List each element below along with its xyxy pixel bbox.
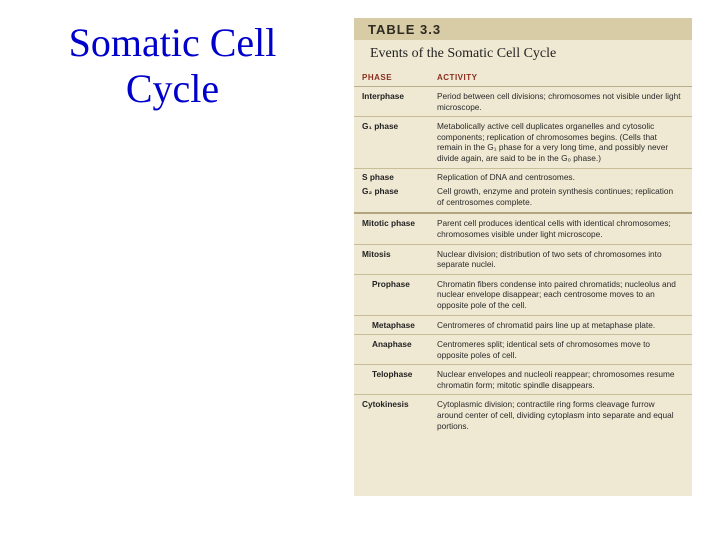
slide-title-line-1: Somatic Cell	[68, 20, 277, 65]
row-phase: Anaphase	[372, 339, 412, 350]
table-row	[354, 334, 692, 360]
table-image	[354, 18, 692, 496]
row-activity: Nuclear envelopes and nucleoli reappear; chromosomes resume chromatin form; mitotic spindle disappears.	[437, 369, 675, 390]
row-activity: Metabolically active cell duplicates organelles and cytosolic components; replication of chromosomes begins. (Cells that remain in the G₁ phase for a very long time, and possibly never divide again, are said to be in the G₀ phase.)	[437, 121, 669, 163]
row-phase: G₂ phase	[362, 186, 399, 197]
table-row	[354, 186, 692, 207]
table-row	[354, 212, 692, 239]
row-activity: Replication of DNA and centrosomes.	[437, 171, 575, 182]
table-heading: Events of the Somatic Cell Cycle	[370, 46, 557, 61]
row-activity: Nuclear division; distribution of two sets of chromosomes into separate nuclei.	[437, 248, 662, 270]
row-activity: Parent cell produces identical cells with identical chromosomes; chromosomes visible under light microscope.	[437, 218, 671, 239]
table-column-header	[354, 68, 692, 87]
table-row	[354, 315, 692, 331]
row-phase: Mitotic phase	[362, 218, 416, 229]
row-phase: Interphase	[362, 91, 404, 101]
row-activity: Cytoplasmic division; contractile ring forms cleavage furrow around center of cell, dividing cytoplasm into separate and equal portions.	[437, 399, 674, 431]
row-activity: Centromeres split; identical sets of chromosomes move to opposite poles of cell.	[437, 339, 651, 360]
table-row	[354, 244, 692, 270]
row-phase: S phase	[362, 171, 394, 182]
table-row	[354, 91, 692, 112]
table-label: TABLE 3.3	[354, 18, 692, 40]
row-phase: Prophase	[372, 278, 410, 289]
column-phase-header: PHASE	[362, 72, 393, 82]
row-activity: Cell growth, enzyme and protein synthesis continues; replication of centrosomes complete.	[437, 186, 674, 207]
row-activity: Centromeres of chromatid pairs line up at metaphase plate.	[437, 319, 656, 330]
row-phase: Mitosis	[362, 248, 391, 259]
row-phase: Cytokinesis	[362, 399, 409, 410]
table-row	[354, 364, 692, 390]
slide-title-line-2: Cycle	[125, 66, 220, 111]
row-activity: Period between cell divisions; chromosomes not visible under light microscope.	[437, 91, 681, 112]
row-phase: Telophase	[372, 369, 413, 380]
row-phase: Metaphase	[372, 319, 415, 330]
table-row	[354, 394, 692, 431]
table-row	[354, 116, 692, 163]
row-activity: Chromatin fibers condense into paired chromatids; nucleolus and nuclear envelope disappear; each centrosome moves to an opposite pole of the cell.	[437, 278, 676, 310]
column-activity-header: ACTIVITY	[437, 72, 478, 82]
table-row	[354, 168, 692, 183]
row-phase: G₁ phase	[362, 121, 399, 132]
table-row	[354, 274, 692, 311]
slide-title	[40, 20, 305, 112]
